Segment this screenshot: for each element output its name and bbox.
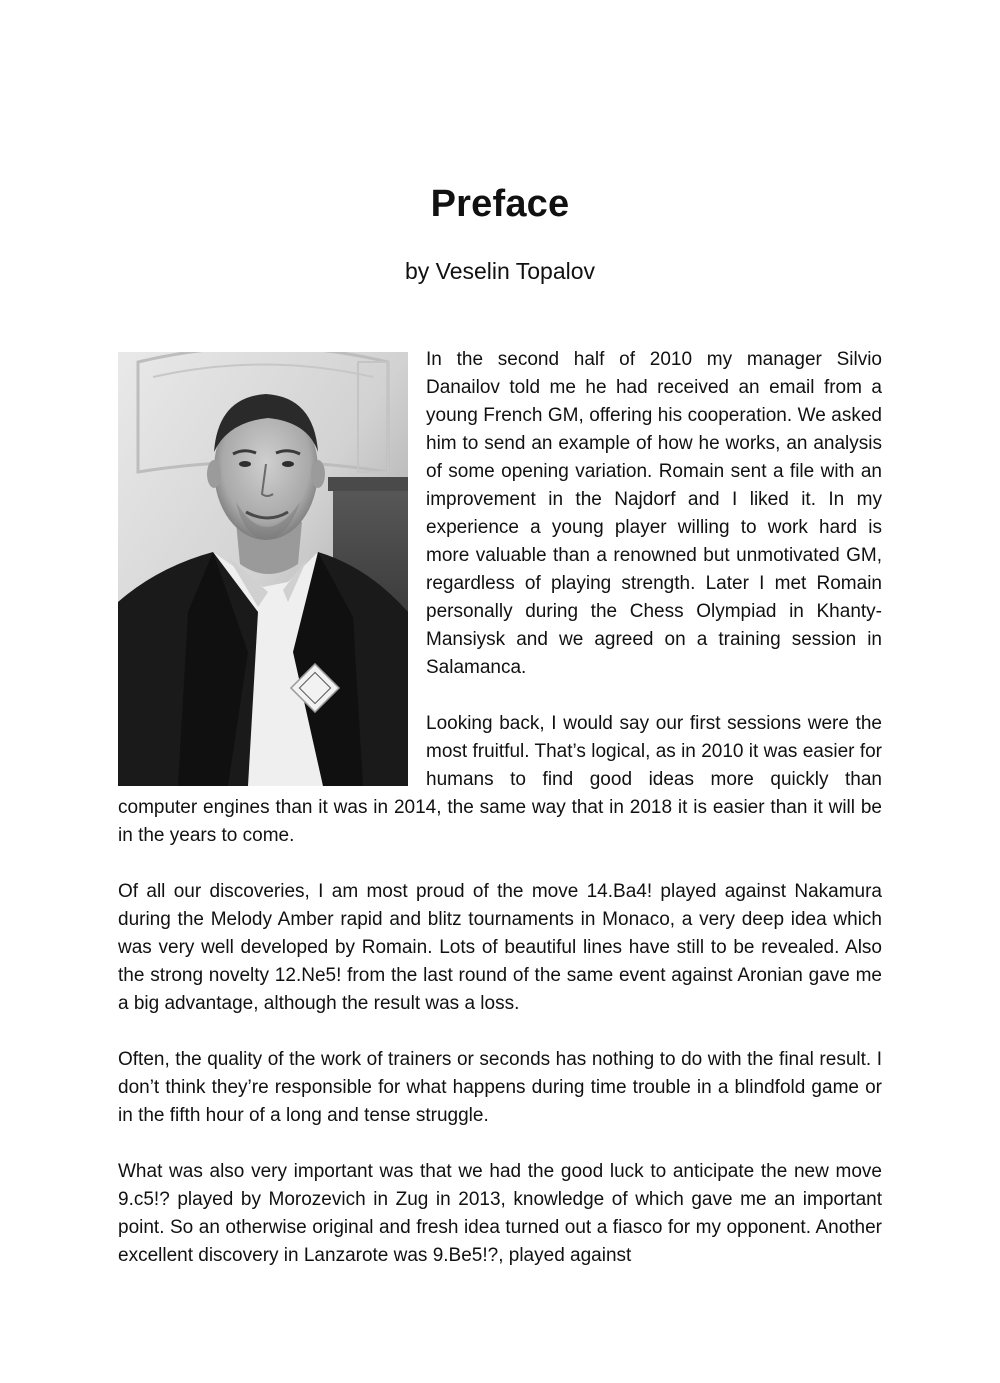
paragraph: Of all our discoveries, I am most proud of the move 14.Ba4! played against Nakamura during the Melody Amber rapid and blitz tournaments in Monaco, a very deep idea which was very well developed by Romain. Lots of beautiful lines have still to be revealed. Also the strong novelty 12.Ne5! from the last round of the same event against Aronian gave me a big advantage, although the result was a loss.	[118, 881, 882, 1014]
page-title: Preface	[430, 183, 570, 225]
author-portrait-photo	[118, 352, 408, 786]
paragraph: Looking back, I would say our first sessions were the most fruitful. That’s logical, as in 2010 it was easier for humans to find good ideas more quickly than computer engines than it was in 2014, the same way that in 2018 it is easier than it will be in the years to come.	[118, 713, 882, 846]
paragraph: In the second half of 2010 my manager Silvio Danailov told me he had received an email from a young French GM, offering his cooperation. We asked him to send an example of how he works, an analysis of some opening variation. Romain sent a file with an improvement in the Najdorf and I liked it. In my experience a young player willing to work hard is more valuable than a renowned but unmotivated GM, regardless of playing strength. Later I met Romain personally during the Chess Olympiad in Khanty-Mansiysk and we agreed on a training session in Salamanca.	[426, 349, 882, 678]
paragraph: Often, the quality of the work of trainers or seconds has nothing to do with the final result. I don’t think they’re responsible for what happens during time trouble in a blindfold game or in the fifth hour of a long and tense struggle.	[118, 1049, 882, 1126]
author-byline: by Veselin Topalov	[404, 258, 596, 284]
paragraph: What was also very important was that we had the good luck to anticipate the new move 9.c5!? played by Morozevich in Zug in 2013, knowledge of which gave me an important point. So an otherwise original and fresh idea turned out a fiasco for my opponent. Another excellent discovery in Lanzarote was 9.Be5!?, played against	[118, 1161, 882, 1266]
body-text	[118, 346, 882, 1270]
